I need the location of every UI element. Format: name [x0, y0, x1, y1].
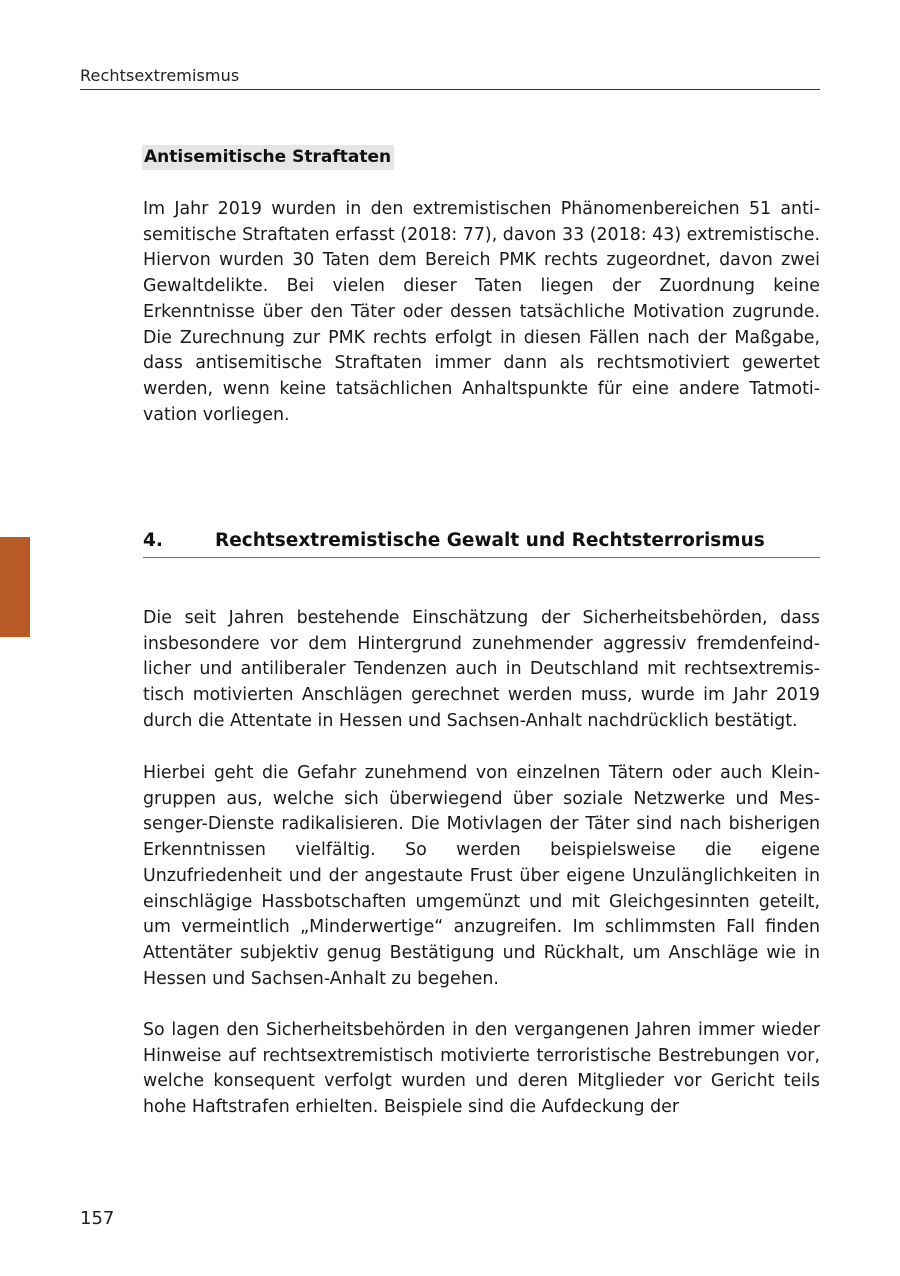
- section-title: Rechtsextremistische Gewalt und Rechtsterrorismus: [215, 530, 765, 551]
- paragraph-antisemitic-offences: Im Jahr 2019 wurden in den extremistischen Phänomenbereichen 51 antisemitische Straftaten erfasst (2018: 77), davon 33 (2018: 43) extremistische. Hiervon wurden 30 Taten dem Bereich PMK rechts zugeordnet, davon zwei Gewaltdelikte. Bei vielen dieser Taten liegen der Zuordnung keine Erkenntnisse über den Täter oder dessen tatsächliche Motivation zugrunde. Die Zurechnung zur PMK rechts erfolgt in diesen Fällen nach der Maßgabe, dass antisemitische Straftaten immer dann als rechtsmotiviert gewertet werden, wenn keine tatsächlichen Anhaltspunkte für eine andere Tatmotivation vorliegen.: [143, 199, 820, 425]
- section-number: 4.: [143, 530, 163, 551]
- paragraph-lone-actors: Hierbei geht die Gefahr zunehmend von einzelnen Tätern oder auch Kleingruppen aus, welche sich überwiegend über soziale Netzwerke und Messenger-Dienste radikalisieren. Die Motivlagen der Täter sind nach bisherigen Erkenntnissen vielfältig. So werden beispielsweise die eigene Unzufriedenheit und der angestaute Frust über eigene Unzulänglichkeiten in einschlägige Hassbotschaften umgemünzt und mit Gleichgesinnten geteilt, um vermeintlich „Minderwertige“ anzugreifen. Im schlimmsten Fall finden Attentäter subjektiv genug Bestätigung und Rückhalt, um Anschläge wie in Hessen und Sachsen-Anhalt zu begehen.: [143, 763, 820, 989]
- paragraph-threat-assessment: Die seit Jahren bestehende Einschätzung der Sicherheitsbehörden, dass insbesondere vor dem Hintergrund zunehmender aggressiv fremdenfeindlicher und antiliberaler Tendenzen auch in Deutschland mit rechtsextremistisch motivierten Anschlägen gerechnet werden muss, wurde im Jahr 2019 durch die Attentate in Hessen und Sachsen-Anhalt nachdrücklich bestätigt.: [143, 608, 820, 731]
- paragraph-terrorist-efforts: So lagen den Sicherheitsbehörden in den vergangenen Jahren immer wieder Hinweise auf rechtsextremistisch motivierte terroristische Bestrebungen vor, welche konsequent verfolgt wurden und deren Mitglieder vor Gericht teils hohe Haftstrafen erhielten. Beispiele sind die Aufdeckung der: [143, 1020, 820, 1118]
- subheading: Antisemitische Straftaten: [142, 145, 394, 170]
- section-heading: [143, 530, 820, 558]
- running-head: Rechtsextremismus: [80, 66, 820, 90]
- chapter-tab-marker: [0, 537, 30, 637]
- page-number: 157: [80, 1208, 115, 1229]
